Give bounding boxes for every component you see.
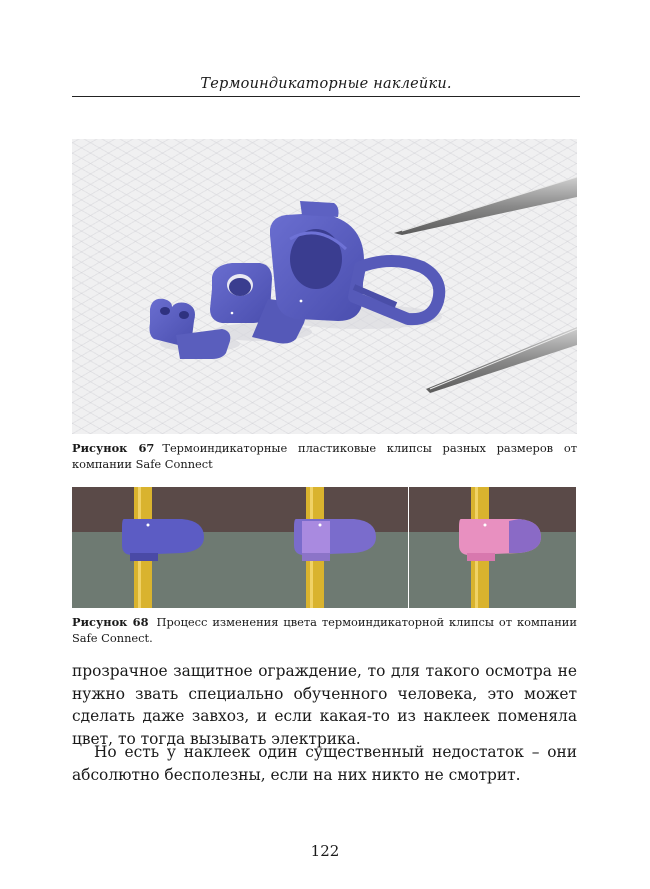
large-clip — [270, 201, 439, 321]
figure-68-panel-hot — [409, 487, 577, 608]
figure-67-label: Рисунок 67 — [72, 441, 155, 455]
figure-68-panel-warming — [240, 487, 408, 608]
paragraph-1: прозрачное защитное ограждение, то для такого осмотра не нужно звать специально обученного человека, это может сделать даже завхоз, и если какая-то из наклеек поменяла цвет, то тогда вызывать электрика. — [72, 662, 577, 748]
paragraph-2: Но есть у наклеек один существенный недостаток – они абсолютно бесполезны, если на них никто не смотрит. — [72, 743, 577, 784]
running-header: Термоиндикаторные наклейки. — [200, 76, 452, 92]
figure-67-caption — [72, 441, 577, 472]
figure-68-panel-cold — [72, 487, 240, 608]
figure-68-caption-text: Процесс изменения цвета термоиндикаторной клипсы от компании Safe Connect. — [72, 615, 577, 645]
figure-67-photo — [72, 139, 577, 434]
tweezers-top — [394, 177, 577, 235]
figure-68-photo-strip — [72, 487, 577, 608]
figure-67-caption-text: Термоиндикаторные пластиковые клипсы разных размеров от компании Safe Connect — [72, 441, 577, 471]
tweezers-bottom — [426, 327, 577, 393]
figure-68-caption — [72, 615, 577, 646]
header-rule — [72, 96, 580, 97]
figure-68-label: Рисунок 68 — [72, 615, 149, 629]
page-number: 122 — [310, 842, 340, 860]
clips-illustration — [72, 139, 577, 434]
